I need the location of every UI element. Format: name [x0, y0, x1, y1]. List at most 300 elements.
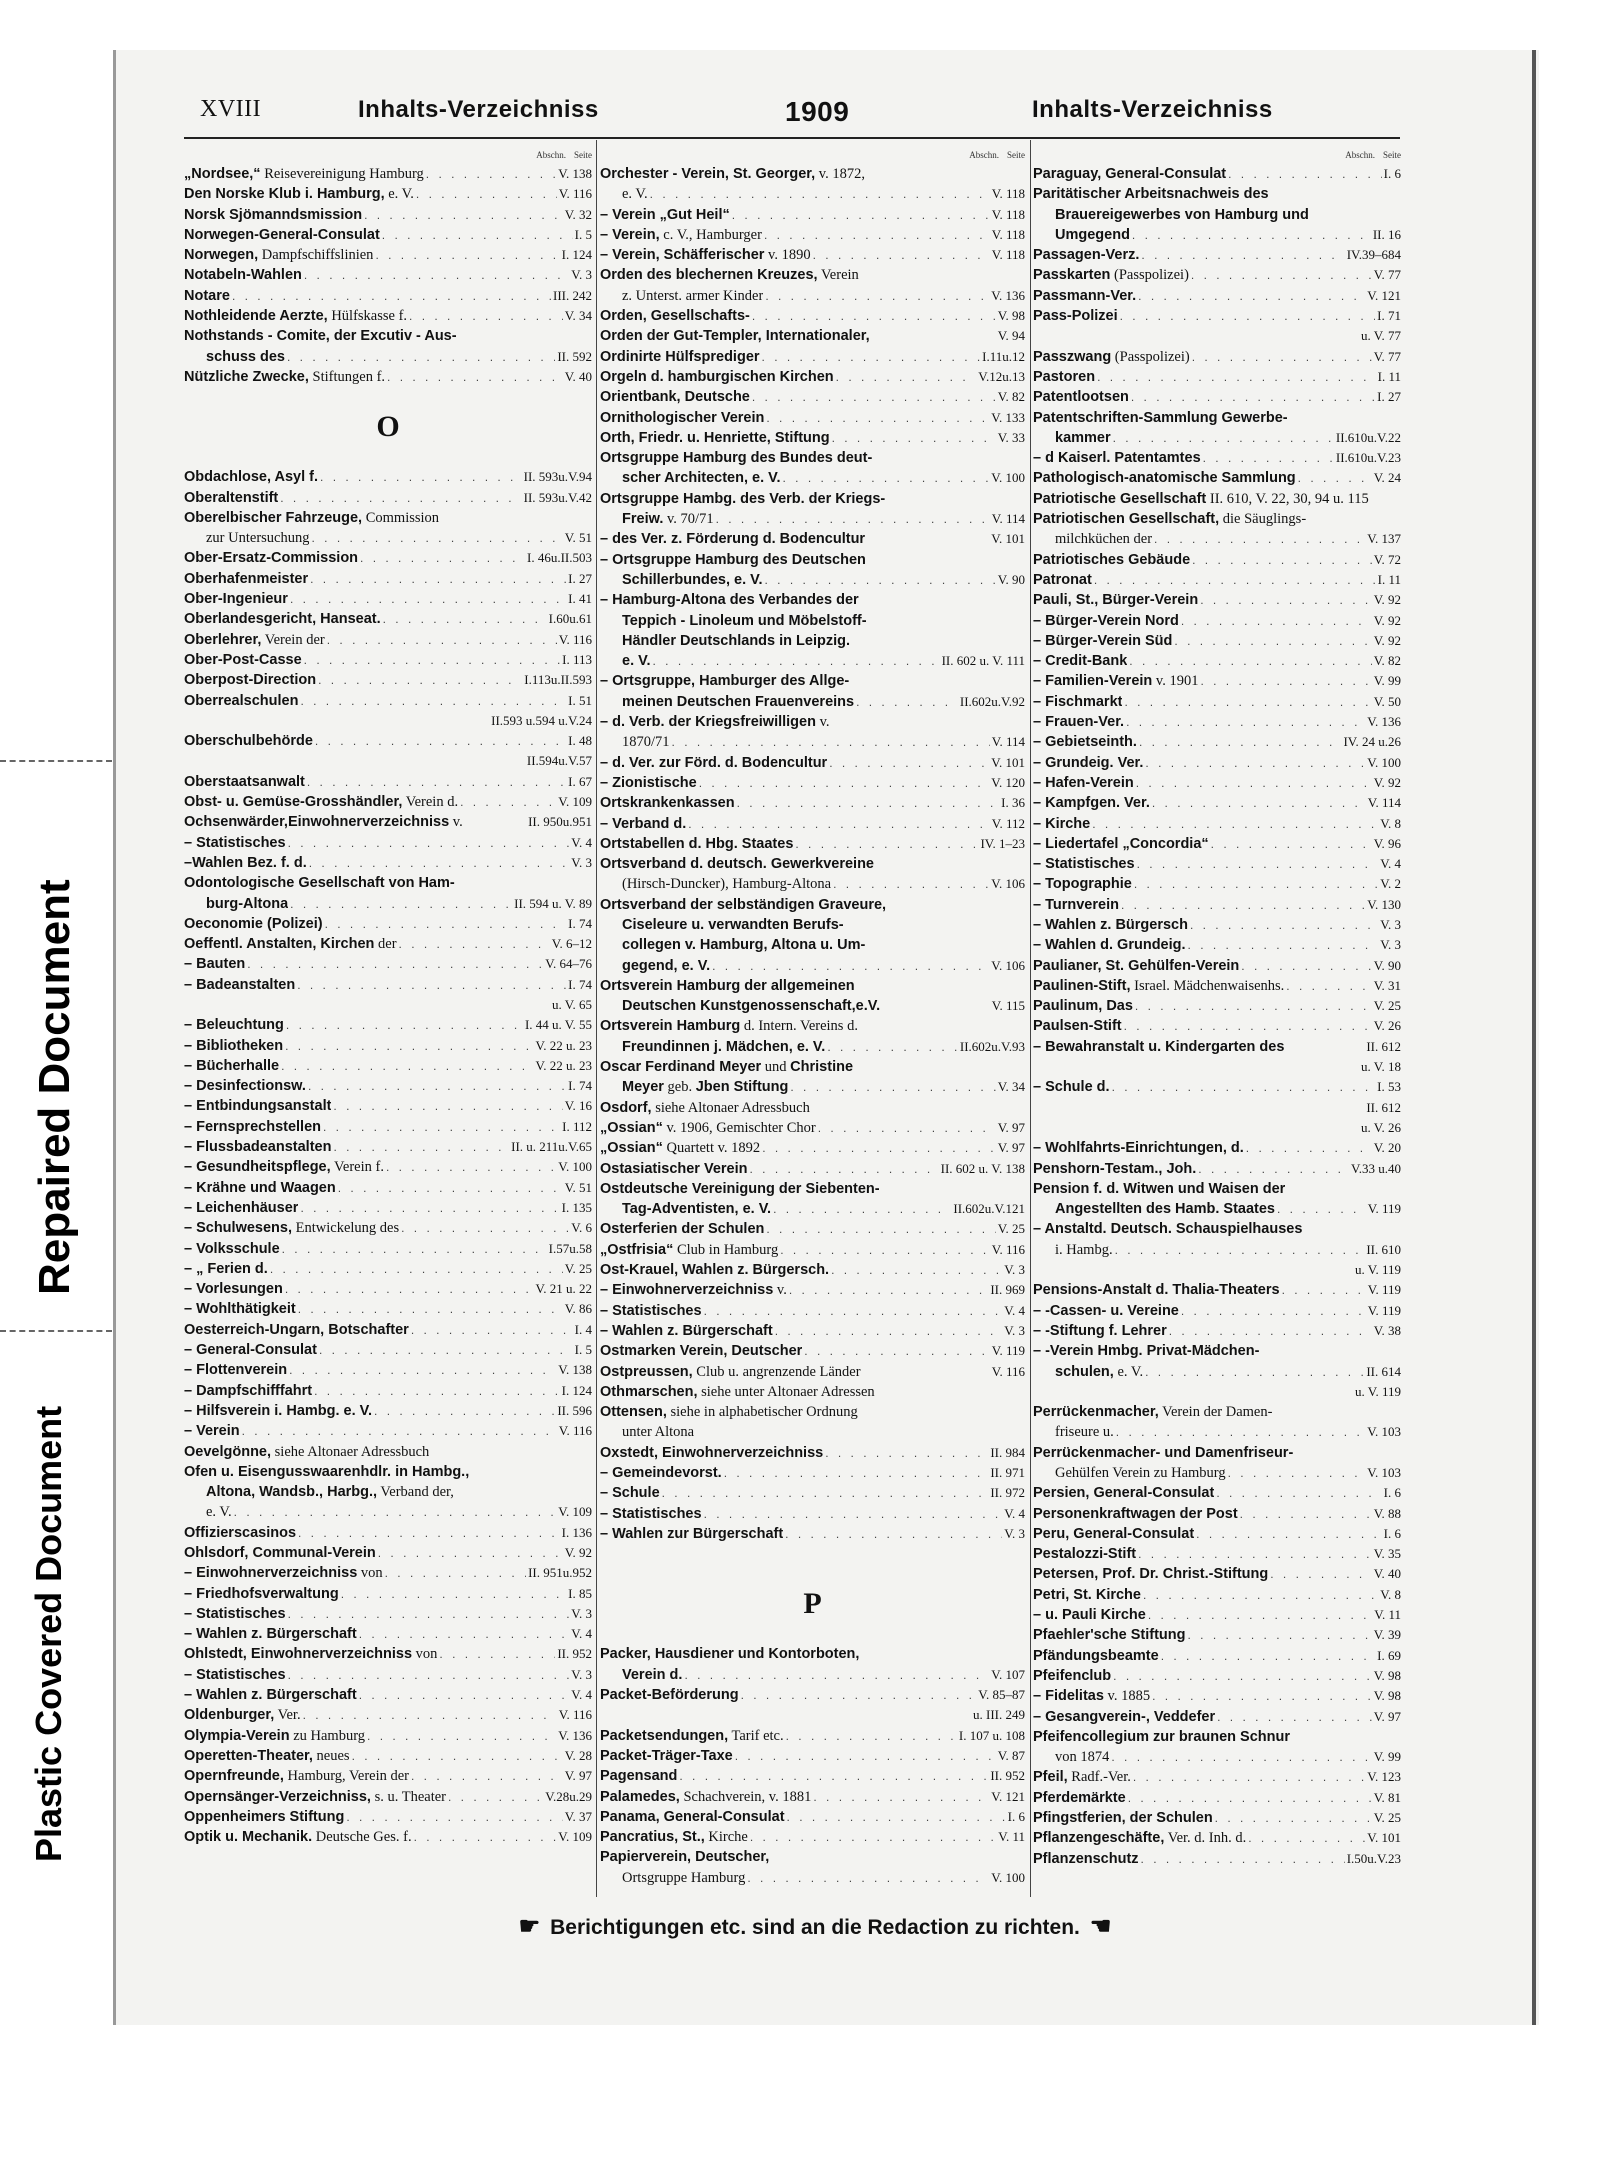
index-entry [184, 1705, 592, 1725]
page-reference: V. 11 [1374, 1607, 1401, 1623]
entry-name: Oxstedt, Einwohnerverzeichniss [600, 1444, 824, 1461]
page-reference: I. 6 [1383, 1485, 1401, 1501]
index-entry [184, 569, 592, 589]
entry-title [1033, 1483, 1214, 1503]
leader-dots [232, 286, 551, 306]
entry-name: – Gebietseinth. [1033, 734, 1137, 751]
index-entry [184, 1259, 592, 1279]
page-reference: V. 100 [991, 470, 1025, 486]
leader-dots [346, 1807, 562, 1827]
entry-title [600, 164, 865, 184]
entry-detail: i. Hambg. [1055, 1241, 1113, 1258]
entry-name: Opernfreunde, [184, 1768, 284, 1785]
entry-name: Ortsgruppe Hambg. des Verb. der Kriegs- [600, 490, 886, 507]
entry-name: – Leichenhäuser [184, 1199, 299, 1216]
index-entry [600, 1402, 1025, 1422]
page-reference: V. 77 [1373, 267, 1401, 283]
page-reference: V. 114 [991, 511, 1025, 527]
leader-dots [411, 1766, 563, 1786]
entry-name: Paulianer, St. Gehülfen-Verein [1033, 957, 1240, 974]
entry-name: Ostpreussen, [600, 1363, 693, 1380]
page-reference: I. 27 [568, 570, 592, 586]
entry-name: – Volksschule [184, 1240, 280, 1257]
entry-name: Pass-Polizei [1033, 308, 1118, 325]
index-entry [600, 286, 1025, 306]
page-reference: I. 11 [1377, 571, 1401, 587]
leader-dots [679, 1766, 988, 1786]
entry-title [1033, 712, 1124, 732]
entry-name: Patentlootsen [1033, 389, 1129, 406]
page-reference: V. 81 [1373, 1789, 1401, 1805]
index-entry [1033, 935, 1401, 955]
index-entry [184, 548, 592, 568]
entry-name: Petersen, Prof. Dr. Christ.-Stiftung [1033, 1566, 1269, 1583]
entry-title [600, 1463, 722, 1483]
page-reference: V. 16 [564, 1098, 592, 1114]
page-reference: V. 51 [564, 530, 592, 546]
leader-dots [290, 589, 566, 609]
entry-title [600, 225, 762, 245]
entry-name: – Wahlen zur Bürgerschaft [600, 1525, 784, 1542]
entry-name-continued: Jben Stiftung [695, 1079, 789, 1096]
leader-dots [1169, 1321, 1372, 1341]
leader-dots [1152, 793, 1366, 813]
entry-name: Notare [184, 287, 230, 304]
page-reference: u. III. 249 [973, 1707, 1025, 1723]
entry-name: Orientbank, Deutsche [600, 389, 750, 406]
entry-title [184, 225, 380, 245]
index-entry [600, 1138, 1025, 1158]
page-reference: I. 124 [561, 1382, 592, 1398]
index-entry [1033, 976, 1401, 996]
index-entry [600, 814, 1025, 834]
index-entry [600, 245, 1025, 265]
entry-title [622, 874, 831, 894]
entry-title [184, 1056, 279, 1076]
index-entry [600, 164, 1025, 184]
page-reference: II.602u.V.92 [959, 693, 1025, 709]
entry-title [1033, 814, 1090, 834]
index-entry [1033, 1077, 1401, 1097]
entry-name: Orchester - Verein, St. Georger, [600, 166, 816, 182]
entry-name: Patronat [1033, 571, 1092, 588]
index-entry [600, 1726, 1025, 1746]
leader-dots [1248, 1828, 1365, 1848]
index-entry [600, 550, 1025, 570]
index-entry [1033, 1646, 1401, 1666]
entry-name: Patentschriften-Sammlung Gewerbe- [1033, 409, 1288, 426]
leader-dots [338, 1178, 563, 1198]
entry-name: Ortsverband der selbständigen Graveure, [600, 896, 887, 913]
page-reference: V. 39 [1373, 1627, 1401, 1643]
entry-name: – Wahlen d. Grundeig. [1033, 937, 1186, 954]
page-reference: V. 92 [564, 1545, 592, 1560]
entry-title [184, 1320, 409, 1340]
leader-dots [735, 1746, 996, 1766]
entry-name: – Ortsgruppe, Hamburger des Allge- [600, 673, 850, 690]
entry-title [184, 488, 278, 508]
entry-detail: (Hirsch-Duncker), Hamburg-Altona [622, 876, 832, 893]
page-header [200, 96, 1400, 136]
entry-name: – Anstaltd. Deutsch. Schauspielhauses [1033, 1221, 1303, 1238]
leader-dots [1133, 1767, 1365, 1787]
running-title-right: Inhalts-Verzeichniss [1032, 96, 1273, 123]
index-entry [1033, 1341, 1401, 1361]
page-reference: V. 119 [991, 1343, 1025, 1359]
entry-title [1033, 1321, 1167, 1341]
index-entry [600, 712, 1025, 732]
index-entry [184, 1137, 592, 1157]
index-entry [1033, 1808, 1401, 1828]
leader-dots [1282, 1280, 1366, 1300]
entry-title [184, 731, 313, 751]
page-reference: V. 97 [997, 1140, 1025, 1156]
entry-title [600, 590, 859, 610]
index-entry [1033, 1605, 1401, 1625]
entry-name: Ortskrankenkassen [600, 795, 735, 812]
entry-title [1033, 468, 1296, 488]
page-number: XVIII [200, 96, 262, 122]
index-entry [184, 1807, 592, 1827]
entry-name: Orden der Gut-Templer, Internationaler, [600, 328, 870, 345]
leader-dots [724, 1463, 989, 1483]
entry-name: Osdorf, [600, 1099, 652, 1116]
index-entry [184, 1685, 592, 1705]
entry-detail: Ver. [274, 1707, 301, 1724]
abschnitt-heading: Abschn. [1345, 150, 1375, 160]
page-reference: V. 37 [564, 1808, 592, 1824]
entry-name: schuss des [206, 348, 285, 365]
index-entry [600, 1766, 1025, 1786]
entry-title [1033, 773, 1134, 793]
entry-name: – Krähne und Waagen [184, 1179, 336, 1196]
index-entry [1033, 306, 1401, 326]
leader-dots [684, 1665, 989, 1685]
page-reference: V.33 u.40 [1351, 1160, 1401, 1176]
index-entry [1033, 915, 1401, 935]
leader-dots [650, 184, 990, 204]
leader-dots [308, 1076, 566, 1096]
entry-name: – Statistisches [600, 1302, 702, 1319]
entry-detail: von [357, 1565, 383, 1582]
index-entry [1033, 1463, 1401, 1483]
leader-dots [1136, 773, 1372, 793]
entry-detail: Stiftungen f. [308, 368, 386, 385]
page-reference: I. 11 [1377, 368, 1401, 384]
entry-detail: Quartett v. 1892 [662, 1140, 761, 1157]
page-reference: I. 71 [1377, 308, 1401, 324]
leader-dots [1145, 753, 1365, 773]
leader-dots [1270, 1564, 1372, 1584]
index-entry [184, 1198, 592, 1218]
entry-detail: Hamburg, Verein der [283, 1768, 410, 1785]
page-reference: II.602u.V.121 [953, 1201, 1025, 1217]
index-entry [1033, 651, 1401, 671]
entry-name: Pathologisch-anatomische Sammlung [1033, 470, 1296, 487]
entry-name: – Badeanstalten [184, 976, 296, 993]
entry-title [184, 265, 302, 285]
index-entry [184, 975, 592, 995]
leader-dots [319, 1340, 573, 1360]
entry-name: – Fidelitas [1033, 1688, 1104, 1705]
entry-title [184, 467, 318, 487]
index-entry [184, 1584, 592, 1604]
index-entry [184, 1746, 592, 1766]
leader-dots [327, 630, 557, 650]
leader-dots [752, 387, 996, 407]
index-column-3 [1033, 150, 1401, 1869]
entry-detail: siehe unter Altonaer Adressen [697, 1383, 875, 1400]
entry-name: Oberpost-Direction [184, 672, 317, 689]
index-entry [1033, 1301, 1401, 1321]
entry-title [1033, 1585, 1141, 1605]
index-entry [600, 509, 1025, 529]
entry-name: Ordinirte Hülfsprediger [600, 348, 760, 365]
page-reference: IV. 24 u.26 [1343, 734, 1401, 750]
leader-dots [300, 1198, 559, 1218]
leader-dots [289, 1360, 556, 1380]
column-header [600, 150, 1025, 164]
leader-dots [290, 894, 512, 914]
leader-dots [426, 164, 556, 184]
page-reference: V.12u.13 [978, 368, 1025, 384]
index-entry [600, 489, 1025, 509]
index-entry [1033, 854, 1401, 874]
index-entry [600, 326, 1025, 346]
leader-dots [832, 428, 996, 448]
entry-name: – Wahlen z. Bürgerschaft [600, 1322, 773, 1339]
entry-title [600, 712, 830, 732]
page-reference: V. 116 [558, 186, 592, 202]
entry-name: – Einwohnerverzeichniss [600, 1282, 774, 1299]
entry-name: – Verein [184, 1423, 240, 1440]
index-entry [184, 1218, 592, 1238]
leader-dots [287, 347, 555, 367]
page-reference: V. 121 [991, 1788, 1025, 1804]
entry-name: kammer [1055, 429, 1111, 446]
entry-detail: Club in Hamburg [673, 1241, 779, 1258]
entry-title [184, 833, 286, 853]
index-entry [1033, 448, 1401, 468]
entry-name: Ortsverein Hamburg [600, 1018, 741, 1035]
leader-dots [1092, 814, 1378, 834]
entry-detail: zu Hamburg [289, 1727, 366, 1744]
leader-dots [382, 225, 573, 245]
index-entry [600, 1463, 1025, 1483]
page-reference: V. 35 [1373, 1546, 1401, 1562]
entry-title [184, 1401, 372, 1421]
entry-title [622, 956, 710, 976]
entry-title [1055, 1199, 1275, 1219]
page-reference: V. 106 [991, 957, 1025, 973]
index-entry [1033, 793, 1401, 813]
leader-dots [360, 548, 525, 568]
entry-name: – d Kaiserl. Patentamtes [1033, 450, 1201, 467]
entry-name: Tag-Adventisten, e. V. [622, 1201, 772, 1218]
index-entry [184, 995, 592, 1015]
leader-dots [282, 1239, 547, 1259]
index-entry [600, 408, 1025, 428]
page-reference: II. 593u.V.94 [523, 469, 592, 485]
index-entry [600, 1077, 1025, 1097]
page-reference: V. 38 [1373, 1322, 1401, 1338]
entry-name: Packet-Träger-Taxe [600, 1747, 733, 1764]
entry-detail: e. V. [206, 1504, 232, 1521]
page-reference: II. 972 [990, 1485, 1025, 1501]
entry-name: Odontologische Gesellschaft von Ham- [184, 875, 455, 892]
entry-title [600, 387, 750, 407]
entry-name: Patriotisches Gebäude [1033, 551, 1191, 568]
entry-name: Pensions-Anstalt d. Thalia-Theaters [1033, 1282, 1280, 1299]
leader-dots [364, 205, 563, 225]
entry-detail: (Passpolizei) [1110, 267, 1189, 284]
entry-detail: II. 610, V. 22, 30, 94 u. 115 [1206, 490, 1369, 507]
entry-name: Oevelgönne, [184, 1443, 272, 1460]
abschnitt-heading: Abschn. [969, 150, 999, 160]
entry-title [184, 812, 463, 832]
page-reference: V. 82 [997, 389, 1025, 405]
entry-name: Packet-Beförderung [600, 1687, 739, 1704]
entry-name: – Zionistische [600, 774, 697, 791]
entry-title [600, 814, 686, 834]
entry-title [184, 1705, 301, 1725]
entry-title [600, 1016, 858, 1036]
page-reference: II. 951u.952 [528, 1565, 592, 1581]
entry-name: – Bewahranstalt u. Kindergarten des [1033, 1038, 1285, 1055]
index-entry [184, 164, 592, 184]
index-entry [600, 468, 1025, 488]
entry-name: Ober-Ingenieur [184, 591, 288, 608]
entry-title [600, 265, 859, 285]
leader-dots [1246, 1138, 1372, 1158]
entry-title [1033, 1767, 1131, 1787]
page-reference: V. 98 [1373, 1688, 1401, 1704]
entry-name: – u. Pauli Kirche [1033, 1607, 1146, 1624]
page-reference: V. 96 [1373, 835, 1401, 851]
entry-name: Patriotischen Gesellschaft, [1033, 511, 1220, 528]
index-entry [600, 448, 1025, 468]
page-reference: V. 31 [1373, 977, 1401, 993]
entry-name: – Familien-Verein [1033, 673, 1153, 690]
entry-name: Händler Deutschlands in Leipzig. [622, 632, 851, 649]
page-reference: I. 5 [574, 1342, 592, 1358]
entry-name: Patriotische Gesellschaft [1033, 490, 1207, 507]
entry-detail: v. [773, 1282, 787, 1299]
leader-dots [234, 1502, 557, 1522]
index-entry [600, 895, 1025, 915]
entry-name: Pension f. d. Witwen und Waisen der [1033, 1180, 1286, 1197]
page-reference: V. 77 [1373, 348, 1401, 364]
index-entry [184, 326, 592, 346]
entry-name: – Bauten [184, 956, 246, 973]
index-entry [600, 1422, 1025, 1442]
entry-title [184, 286, 230, 306]
leader-dots [1124, 692, 1371, 712]
page-reference: V. 109 [558, 794, 592, 810]
leader-dots [1286, 976, 1371, 996]
leader-dots [416, 184, 557, 204]
entry-title [184, 1462, 469, 1482]
index-entry [1033, 408, 1401, 428]
entry-name: Packer, Hausdiener und Kontorboten, [600, 1646, 860, 1663]
page-reference: u. V. 119 [1355, 1383, 1401, 1399]
index-entry [1033, 164, 1401, 184]
page-reference: V. 34 [997, 1079, 1025, 1095]
entry-name: Deutschen Kunstgenossenschaft,e.V. [622, 998, 881, 1015]
page-reference: V. 99 [1373, 1749, 1401, 1765]
entry-name: – Bürger-Verein Nord [1033, 612, 1179, 629]
entry-title [600, 671, 849, 691]
entry-name: – Vorlesungen [184, 1281, 283, 1298]
entry-title [600, 1280, 787, 1300]
entry-title [600, 895, 886, 915]
index-entry [184, 1299, 592, 1319]
entry-detail: e. V. [622, 186, 648, 203]
page-reference: I. 112 [562, 1118, 592, 1134]
entry-title [184, 1523, 296, 1543]
index-entry [1033, 1402, 1401, 1422]
index-entry [184, 833, 592, 853]
leader-dots [333, 1096, 562, 1116]
page-reference: V. 137 [1367, 531, 1401, 547]
index-entry [1033, 1118, 1401, 1138]
index-entry [184, 1665, 592, 1685]
index-entry [1033, 1686, 1401, 1706]
index-entry [1033, 184, 1401, 204]
entry-name: Oberlandesgericht, Hanseat. [184, 611, 381, 628]
page-reference: I. 44 u. V. 55 [524, 1017, 592, 1033]
entry-name: – Schule [600, 1485, 660, 1502]
entry-title [1033, 1341, 1259, 1361]
entry-name: Ostasiatischer Verein [600, 1160, 748, 1177]
entry-title [1033, 1016, 1122, 1036]
page-reference: I.57u.58 [548, 1240, 592, 1256]
leader-dots [856, 692, 958, 712]
entry-title [184, 1787, 446, 1807]
entry-title [622, 286, 763, 306]
page-reference: II.594u.V.57 [526, 753, 592, 769]
index-entry [184, 914, 592, 934]
entry-title [184, 792, 458, 812]
entry-name: Ornithologischer Verein [600, 409, 765, 426]
seite-heading: Seite [1007, 150, 1025, 160]
plastic-covered-label: Plastic Covered Document [28, 1405, 69, 1862]
entry-detail: neues [312, 1747, 350, 1764]
entry-name: – Gesundheitspflege, [184, 1159, 331, 1176]
index-entry [1033, 956, 1401, 976]
index-entry [1033, 1240, 1401, 1260]
index-entry [184, 731, 592, 751]
entry-title [622, 651, 651, 671]
entry-title [600, 408, 764, 428]
index-entry [600, 935, 1025, 955]
index-entry [600, 1280, 1025, 1300]
index-entry [184, 691, 592, 711]
index-entry [184, 650, 592, 670]
entry-name: Petri, St. Kirche [1033, 1586, 1141, 1603]
page-reference: u. V. 119 [1355, 1262, 1401, 1278]
entry-title [184, 1340, 317, 1360]
page-reference: V. 64–76 [545, 956, 592, 972]
leader-dots [737, 793, 1000, 813]
page-reference: V. 3 [1380, 937, 1401, 953]
entry-title [184, 1279, 283, 1299]
index-entry [1033, 1707, 1401, 1727]
entry-name: – -Verein Hmbg. Privat-Mädchen- [1033, 1343, 1260, 1360]
entry-title [1033, 387, 1129, 407]
entry-name: Packetsendungen, [600, 1727, 729, 1744]
index-entry [600, 1159, 1025, 1179]
